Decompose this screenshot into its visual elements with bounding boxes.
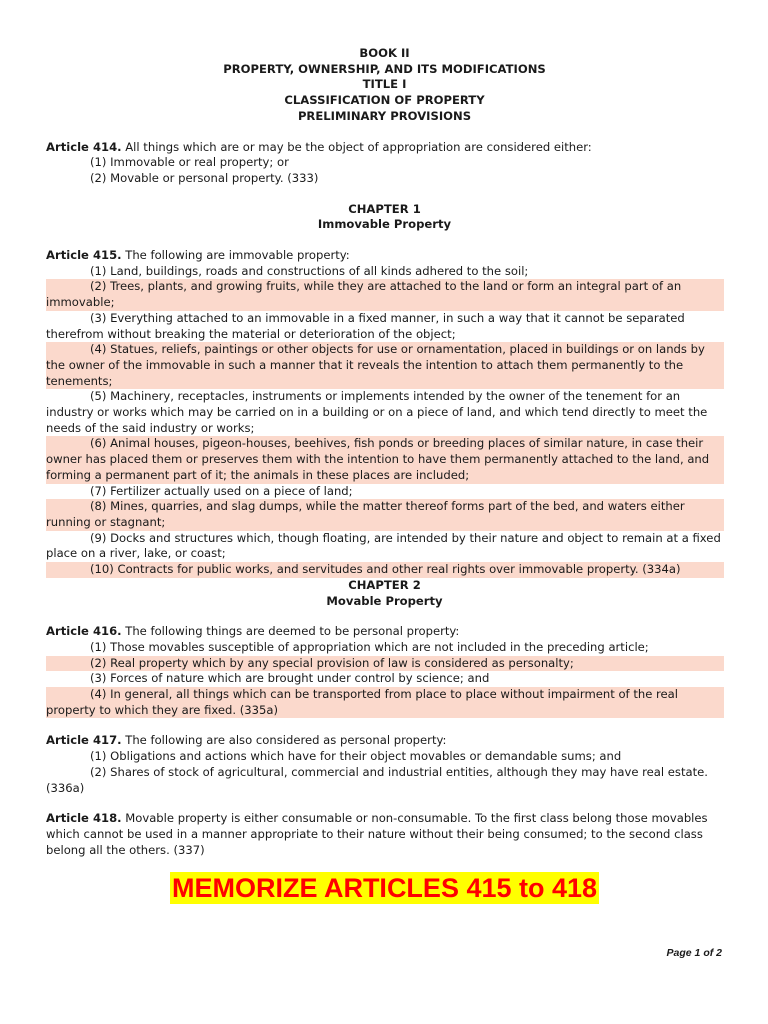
article-414-item-2: (2) Movable or personal property. (333) (90, 170, 319, 185)
article-415-item-7: (7) Fertilizer actually used on a piece of land; (90, 483, 353, 498)
article-415-item-6 (46, 436, 724, 483)
article-418-text: Movable property is either consumable or non-consumable. To the first class belong those movables which cannot be used in a manner appropriate to their nature without their being consumed; to the second class belong all the others. (337) (46, 811, 708, 857)
chapter-2-heading (46, 578, 723, 609)
chapter-1-heading (46, 202, 723, 233)
article-416-item-3: (3) Forces of nature which are brought under control by science; and (90, 671, 490, 686)
chapter-2-name: Movable Property (326, 593, 443, 608)
article-417-item-2-text: (2) Shares of stock of agricultural, commercial and industrial entities, although they may have real estate. (336a) (46, 764, 708, 795)
title-name: CLASSIFICATION OF PROPERTY (284, 93, 485, 108)
article-415-item-3-text: (3) Everything attached to an immovable in a fixed manner, in such a way that it cannot be separated therefrom without breaking the material or deterioration of the object; (46, 310, 685, 341)
article-414-item-1: (1) Immovable or real property; or (90, 155, 289, 170)
article-415-item-9-text: (9) Docks and structures which, though floating, are intended by their nature and object to remain at a fixed place on a river, lake, or coast; (46, 530, 721, 561)
article-415-item-5-text: (5) Machinery, receptacles, instruments or implements intended by the owner of the tenement for an industry or works which may be carried on in a building or on a piece of land, and which tend directly to meet the needs of the said industry or works; (46, 389, 708, 435)
preliminary-provisions: PRELIMINARY PROVISIONS (297, 108, 472, 123)
article-415-item-4-text: (4) Statues, reliefs, paintings or other objects for use or ornamentation, placed in buildings or on lands by the owner of the immovable in such a manner that it reveals the intention to attach them permanently to the tenements; (46, 342, 705, 388)
article-416-text: The following things are deemed to be personal property: (121, 624, 460, 639)
article-415-label: Article 415. (46, 248, 122, 263)
article-415-item-5 (46, 389, 723, 436)
article-417-text: The following are also considered as personal property: (121, 733, 447, 748)
article-415-text: The following are immovable property: (121, 248, 350, 263)
article-416-item-4-text: (4) In general, all things which can be transported from place to place without impairment of the real property to which they are fixed. (335a) (46, 687, 678, 717)
article-415-item-10 (46, 562, 724, 578)
article-417-item-1: (1) Obligations and actions which have for their object movables or demandable sums; and (90, 749, 622, 764)
article-418 (46, 811, 723, 858)
chapter-1-label: CHAPTER 1 (348, 201, 421, 216)
article-415-item-10-text: (10) Contracts for public works, and servitudes and other real rights over immovable property. (334a) (90, 562, 681, 577)
article-416-item-2 (46, 656, 724, 672)
article-415-item-4 (46, 342, 724, 389)
article-415-item-9 (46, 531, 723, 562)
chapter-2-label: CHAPTER 2 (348, 577, 421, 592)
article-416-item-2-text: (2) Real property which by any special provision of law is considered as personalty; (90, 655, 574, 670)
page-number: Page 1 of 2 (666, 947, 722, 959)
book-title: PROPERTY, OWNERSHIP, AND ITS MODIFICATIONS (223, 61, 546, 76)
article-414-label: Article 414. (46, 139, 122, 154)
memorize-banner-text: MEMORIZE ARTICLES 415 to 418 (171, 873, 598, 904)
article-415-item-8 (46, 499, 724, 530)
article-417-label: Article 417. (46, 733, 122, 748)
chapter-1-name: Immovable Property (317, 217, 452, 232)
article-415-item-2 (46, 279, 724, 310)
article-415-item-1: (1) Land, buildings, roads and constructions of all kinds adhered to the soil; (90, 263, 529, 278)
book-heading (46, 46, 723, 125)
article-415 (46, 248, 723, 578)
article-417-item-2 (46, 765, 723, 796)
article-414 (46, 140, 723, 187)
article-417 (46, 733, 723, 796)
article-418-label: Article 418. (46, 811, 122, 826)
article-414-text: All things which are or may be the object of appropriation are considered either: (121, 139, 592, 154)
article-416-label: Article 416. (46, 624, 122, 639)
document-page (46, 46, 723, 904)
article-415-item-2-text: (2) Trees, plants, and growing fruits, while they are attached to the land or form an integral part of an immovable; (46, 279, 682, 310)
article-416-item-1: (1) Those movables susceptible of appropriation which are not included in the preceding article; (90, 639, 649, 654)
article-415-item-8-text: (8) Mines, quarries, and slag dumps, while the matter thereof forms part of the bed, and waters either running or stagnant; (46, 499, 685, 529)
memorize-banner (46, 872, 723, 904)
article-416 (46, 624, 723, 718)
book-label: BOOK II (359, 46, 410, 60)
title-label: TITLE I (362, 77, 407, 92)
article-416-item-4 (46, 687, 724, 718)
article-415-item-3 (46, 311, 723, 342)
article-415-item-6-text: (6) Animal houses, pigeon-houses, beehives, fish ponds or breeding places of similar nature, in case their owner has placed them or preserves them with the intention to have them permanently attached to the land, and forming a permanent part of it; the animals in these places are included; (46, 436, 710, 482)
